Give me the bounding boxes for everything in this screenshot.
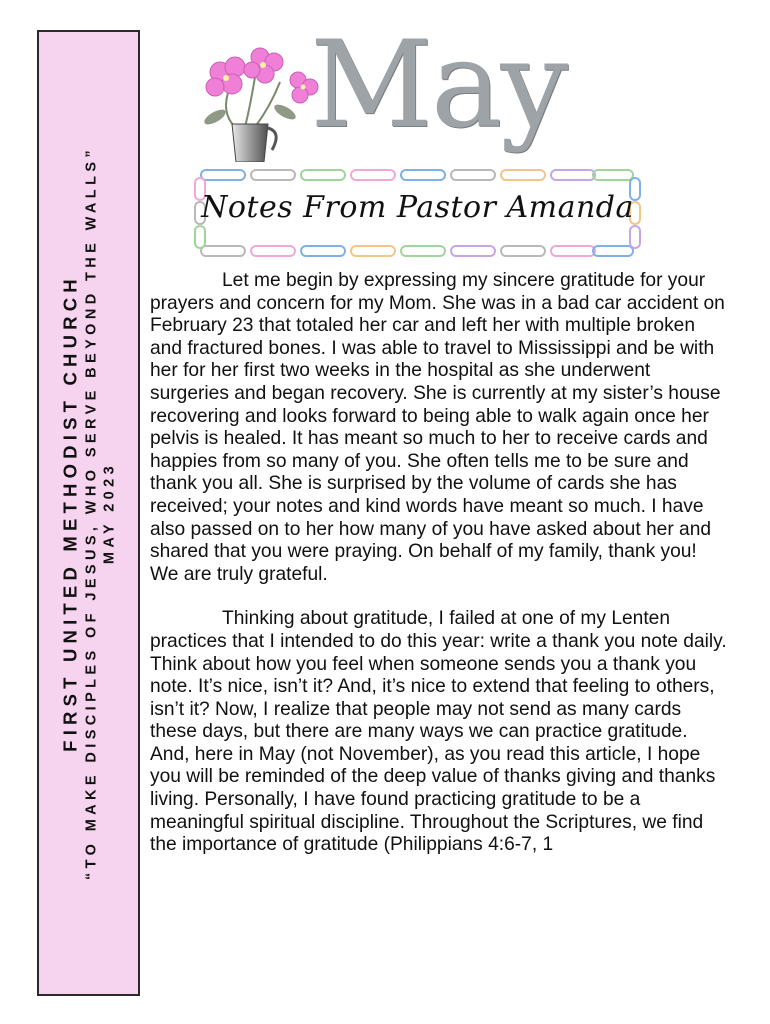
article-paragraph-1: Let me begin by expressing my sincere gratitude for your prayers and concern for my Mom. She was in a bad car accident on February 23 that totaled her car and left her with multiple broken and fractured bones. I was able to travel to Mississippi and be with her for her first two weeks in the hospital as she underwent surgeries and began recovery. She is currently at my sister’s house recovering and looks forward to being able to walk again once her pelvis is healed. It has meant so much to her to receive cards and happies from so many of you. She often tells me to be sure and thank you all. She is surprised by the volume of cards she has received; your notes and kind words have meant so much. I have also passed on to her how many of you have asked about her and shared that you were praying. On behalf of my family, thank you! We are truly grateful. bbox=[150, 270, 725, 585]
issue-date: MAY 2023 bbox=[101, 461, 118, 565]
article-paragraph-2: Thinking about gratitude, I failed at one of my Lenten practices that I intended to do this year: write a thank you note daily. Think about how you feel when someone sends you a thank you note. It’s nice, isn’t it? And, it’s nice to extend that feeling to others, isn’t it? Now, I realize that people may not send as many cards these days, but there are many ways we can practice gratitude. And, here in May (not November), as you read this article, I hope you will be reminded of the deep value of thanks giving and thanks living. Personally, I have found practicing gratitude to be a meaningful spiritual discipline. Throughout the Scriptures, we find the importance of gratitude (Philippians 4:6-7, 1 bbox=[150, 608, 727, 856]
sidebar-text bbox=[58, 43, 119, 983]
article-body bbox=[150, 270, 728, 879]
section-title: Notes From Pastor Amanda bbox=[201, 190, 634, 225]
sidebar-band bbox=[37, 30, 140, 996]
header bbox=[160, 16, 720, 162]
church-motto: “TO MAKE DISCIPLES OF JESUS, WHO SERVE BEYOND THE WALLS” bbox=[82, 145, 99, 881]
month-title: May bbox=[310, 16, 567, 155]
church-name: FIRST UNITED METHODIST CHURCH bbox=[59, 274, 81, 752]
